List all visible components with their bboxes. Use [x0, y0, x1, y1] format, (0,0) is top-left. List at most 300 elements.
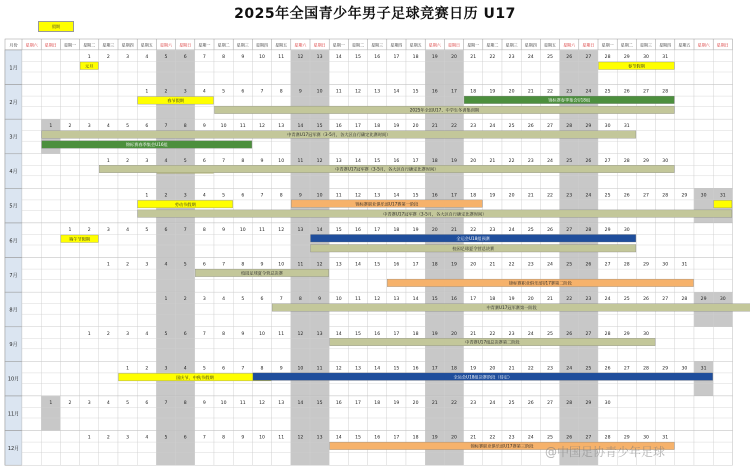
- event-label: 锦标赛春季集会U16组: [125, 142, 168, 148]
- day-number: 5: [126, 401, 130, 406]
- day-number: 2: [87, 228, 91, 233]
- day-number: 6: [222, 366, 226, 372]
- day-number: 27: [604, 262, 611, 268]
- day-number: 28: [623, 262, 630, 268]
- day-number: 28: [604, 55, 611, 60]
- day-column: [22, 396, 41, 431]
- day-column: [713, 119, 732, 154]
- day-column: [41, 431, 60, 466]
- day-column: [713, 154, 732, 189]
- day-number: 7: [164, 401, 168, 406]
- day-number: 21: [431, 124, 438, 130]
- day-number: 1: [126, 366, 130, 372]
- day-number: 28: [566, 401, 573, 406]
- day-number: 22: [470, 228, 477, 233]
- day-number: 12: [297, 435, 304, 441]
- day-number: 18: [412, 55, 419, 60]
- day-number: 21: [451, 228, 457, 233]
- day-column: [617, 396, 636, 431]
- day-column: [118, 85, 137, 120]
- header-weekday: 星期三: [236, 42, 249, 48]
- day-number: 18: [451, 366, 457, 372]
- day-number: 15: [374, 262, 381, 268]
- day-number: 24: [527, 331, 534, 337]
- day-column: [675, 327, 694, 362]
- day-column: [60, 431, 79, 466]
- day-number: 15: [355, 435, 361, 441]
- day-number: 11: [239, 124, 246, 130]
- day-number: 15: [412, 89, 419, 95]
- day-column: [60, 258, 79, 293]
- day-number: 25: [547, 435, 553, 441]
- day-number: 5: [202, 366, 206, 372]
- day-column: [99, 188, 118, 223]
- day-number: 8: [222, 55, 226, 60]
- day-number: 6: [164, 228, 168, 233]
- day-number: 15: [316, 401, 323, 406]
- day-number: 13: [335, 158, 342, 164]
- day-number: 22: [451, 401, 457, 406]
- day-number: 11: [278, 435, 285, 441]
- day-number: 1: [87, 331, 91, 337]
- day-number: 29: [623, 55, 630, 60]
- day-number: 16: [451, 297, 457, 303]
- day-number: 12: [316, 158, 323, 164]
- day-number: 17: [393, 435, 400, 441]
- day-number: 27: [604, 158, 611, 164]
- day-number: 9: [202, 124, 206, 130]
- day-number: 27: [585, 55, 592, 60]
- day-number: 11: [278, 55, 285, 60]
- day-number: 29: [681, 193, 688, 199]
- day-number: 18: [374, 124, 381, 130]
- event-label: 全运会U18组预赛: [456, 235, 490, 241]
- day-number: 5: [164, 331, 168, 337]
- day-column: [80, 85, 99, 120]
- month-label: 9月: [9, 342, 18, 349]
- day-number: 15: [393, 366, 400, 372]
- day-number: 26: [604, 366, 611, 372]
- day-number: 20: [451, 435, 457, 441]
- day-number: 3: [87, 124, 91, 130]
- month-label: 11月: [7, 411, 20, 418]
- header-weekday: 星期一: [601, 42, 614, 48]
- day-number: 10: [278, 158, 285, 164]
- day-number: 23: [508, 435, 515, 441]
- event-label: 元旦: [85, 63, 94, 69]
- day-number: 10: [335, 297, 342, 303]
- day-number: 18: [412, 435, 419, 441]
- day-number: 26: [566, 435, 573, 441]
- header-weekday: 星期一: [64, 42, 76, 48]
- day-number: 22: [451, 124, 457, 130]
- day-number: 17: [355, 124, 361, 130]
- day-number: 20: [470, 262, 477, 268]
- day-number: 3: [164, 366, 168, 372]
- header-weekday: 星期四: [390, 42, 403, 48]
- day-column: [675, 154, 694, 189]
- event-label: 中青赛U17冠军赛（3-5月，各大区自行确定比赛时间）: [383, 211, 487, 217]
- event-label: 锦标赛职业俱乐部U17赛第三阶段: [470, 443, 534, 449]
- day-number: 21: [489, 158, 496, 164]
- day-number: 1: [87, 435, 91, 441]
- day-number: 19: [451, 158, 457, 164]
- day-number: 15: [431, 297, 438, 303]
- day-number: 13: [374, 89, 381, 95]
- day-number: 2: [106, 55, 110, 60]
- day-column: [636, 223, 655, 258]
- header-weekday: 星期二: [83, 42, 96, 48]
- day-number: 25: [508, 401, 515, 406]
- day-number: 23: [527, 262, 534, 268]
- day-number: 5: [164, 55, 168, 60]
- day-column: [99, 361, 118, 396]
- day-number: 1: [145, 193, 149, 199]
- day-number: 24: [566, 366, 573, 372]
- header-weekday: 星期五: [409, 42, 422, 48]
- day-number: 25: [566, 158, 573, 164]
- day-number: 28: [681, 297, 688, 303]
- day-number: 9: [241, 435, 245, 441]
- day-number: 8: [279, 89, 283, 95]
- day-number: 1: [106, 158, 110, 164]
- month-label: 1月: [9, 65, 18, 72]
- day-column: [41, 258, 60, 293]
- day-number: 23: [547, 366, 553, 372]
- day-number: 19: [393, 401, 400, 406]
- day-number: 26: [585, 158, 592, 164]
- day-number: 28: [604, 435, 611, 441]
- day-number: 24: [489, 401, 496, 406]
- event-label: 中青赛U17冠军赛第一阶段: [486, 305, 537, 311]
- day-number: 10: [259, 331, 265, 337]
- day-number: 4: [183, 366, 187, 372]
- day-number: 16: [335, 401, 342, 406]
- day-number: 29: [662, 366, 669, 372]
- event-label: 校园足球夏令营总决赛: [241, 270, 283, 276]
- event-label: 锦标赛春季集会U18组: [548, 97, 591, 103]
- day-number: 10: [259, 55, 265, 60]
- day-number: 13: [393, 297, 400, 303]
- watermark-text: @中国足协青少年足球: [545, 445, 666, 459]
- day-number: 9: [241, 55, 245, 60]
- day-number: 18: [431, 158, 438, 164]
- day-number: 28: [566, 124, 573, 130]
- event-label: 春节假期: [628, 63, 645, 69]
- day-number: 5: [145, 228, 149, 233]
- day-number: 14: [297, 401, 304, 406]
- month-label: 7月: [9, 272, 18, 279]
- day-number: 6: [241, 193, 245, 199]
- day-column: [99, 85, 118, 120]
- day-number: 7: [260, 193, 264, 199]
- day-number: 27: [585, 331, 592, 337]
- day-number: 17: [412, 158, 419, 164]
- day-number: 7: [222, 262, 226, 268]
- day-number: 12: [297, 55, 304, 60]
- day-number: 22: [508, 262, 515, 268]
- day-number: 17: [431, 366, 438, 372]
- day-number: 1: [49, 401, 53, 406]
- day-number: 27: [643, 89, 649, 95]
- day-column: [80, 292, 99, 327]
- header-weekday: 星期日: [44, 42, 57, 48]
- day-column: [22, 292, 41, 327]
- day-number: 11: [335, 193, 342, 199]
- day-number: 5: [164, 435, 168, 441]
- day-number: 24: [585, 193, 592, 199]
- day-number: 23: [527, 158, 534, 164]
- day-column: [60, 292, 79, 327]
- day-number: 5: [222, 89, 226, 95]
- day-number: 17: [470, 297, 477, 303]
- day-number: 24: [489, 124, 496, 130]
- day-number: 9: [241, 331, 245, 337]
- header-weekday: 星期日: [582, 42, 595, 48]
- day-column: [675, 431, 694, 466]
- month-label: 10月: [7, 376, 20, 383]
- header-weekday: 星期五: [678, 42, 691, 48]
- day-number: 7: [183, 228, 187, 233]
- day-number: 17: [451, 89, 457, 95]
- day-number: 19: [431, 55, 438, 60]
- day-number: 9: [298, 89, 302, 95]
- day-number: 21: [527, 193, 534, 199]
- header-weekday: 星期四: [659, 42, 672, 48]
- day-column: [41, 327, 60, 362]
- day-number: 21: [547, 297, 553, 303]
- day-number: 10: [297, 366, 304, 372]
- day-number: 13: [316, 331, 323, 337]
- day-column: [60, 361, 79, 396]
- day-number: 26: [566, 55, 573, 60]
- month-label: 12月: [7, 445, 20, 452]
- event-label: 端午节假期: [69, 236, 91, 242]
- day-number: 27: [547, 124, 553, 130]
- day-column: [713, 431, 732, 466]
- day-number: 30: [719, 297, 726, 303]
- month-label: 4月: [9, 169, 18, 176]
- day-number: 27: [585, 435, 592, 441]
- day-column: [80, 361, 99, 396]
- day-number: 11: [297, 262, 304, 268]
- header-weekday: 星期二: [620, 42, 633, 48]
- day-number: 21: [508, 366, 515, 372]
- day-column: [713, 258, 732, 293]
- day-column: [22, 431, 41, 466]
- day-number: 14: [297, 124, 304, 130]
- day-number: 6: [145, 401, 149, 406]
- day-number: 20: [527, 297, 534, 303]
- day-number: 13: [297, 228, 304, 233]
- day-number: 22: [527, 366, 534, 372]
- day-number: 19: [412, 228, 419, 233]
- day-number: 25: [547, 55, 553, 60]
- day-column: [636, 396, 655, 431]
- day-number: 14: [316, 228, 323, 233]
- day-number: 20: [489, 366, 496, 372]
- header-weekday: 星期五: [275, 42, 288, 48]
- day-number: 30: [681, 366, 688, 372]
- day-number: 1: [145, 89, 149, 95]
- day-number: 28: [623, 158, 630, 164]
- day-number: 4: [145, 55, 149, 60]
- day-number: 26: [527, 124, 534, 130]
- day-number: 18: [489, 297, 496, 303]
- month-label: 5月: [9, 203, 18, 210]
- day-number: 18: [470, 193, 477, 199]
- day-number: 10: [259, 435, 265, 441]
- day-column: [675, 85, 694, 120]
- day-number: 11: [239, 401, 246, 406]
- day-number: 31: [623, 124, 630, 130]
- day-number: 4: [145, 435, 149, 441]
- day-number: 3: [183, 89, 187, 95]
- day-number: 21: [527, 89, 534, 95]
- header-weekday: 星期五: [140, 42, 153, 48]
- day-column: [694, 85, 713, 120]
- day-number: 13: [335, 262, 342, 268]
- day-number: 11: [278, 331, 285, 337]
- day-number: 2: [164, 89, 168, 95]
- day-number: 27: [643, 193, 649, 199]
- day-number: 17: [374, 228, 381, 233]
- day-number: 8: [202, 228, 206, 233]
- day-number: 24: [527, 435, 534, 441]
- event-label: 国庆节、中秋节假期: [175, 374, 214, 380]
- day-number: 9: [279, 366, 283, 372]
- day-number: 12: [335, 366, 342, 372]
- header-weekday: 星期三: [640, 42, 652, 48]
- day-number: 25: [623, 297, 630, 303]
- header-weekday: 星期六: [294, 42, 307, 48]
- header-weekday: 星期四: [256, 42, 268, 48]
- day-number: 4: [106, 124, 110, 130]
- day-number: 2: [126, 262, 130, 268]
- day-column: [99, 292, 118, 327]
- day-number: 28: [662, 89, 669, 95]
- header-weekday: 星期六: [563, 42, 576, 48]
- day-number: 18: [412, 331, 419, 337]
- day-number: 20: [508, 89, 515, 95]
- day-number: 13: [374, 193, 381, 199]
- day-number: 25: [604, 89, 611, 95]
- day-column: [22, 50, 41, 85]
- day-number: 21: [470, 331, 477, 337]
- day-number: 4: [145, 331, 149, 337]
- day-number: 19: [393, 124, 400, 130]
- day-number: 3: [87, 401, 91, 406]
- day-number: 23: [508, 55, 515, 60]
- day-number: 13: [316, 435, 323, 441]
- day-column: [41, 292, 60, 327]
- day-number: 30: [643, 331, 649, 337]
- day-number: 9: [260, 262, 264, 268]
- day-number: 29: [623, 331, 630, 337]
- day-number: 19: [508, 297, 515, 303]
- day-number: 16: [374, 331, 381, 337]
- day-number: 6: [183, 55, 187, 60]
- header-weekday: 星期日: [179, 42, 192, 48]
- header-weekday: 星期六: [697, 42, 710, 48]
- day-number: 31: [681, 262, 688, 268]
- day-number: 12: [316, 262, 323, 268]
- day-number: 8: [298, 297, 302, 303]
- day-column: [656, 327, 675, 362]
- day-column: [694, 396, 713, 431]
- day-number: 16: [335, 124, 342, 130]
- day-number: 24: [585, 89, 592, 95]
- header-weekday: 星期一: [332, 42, 345, 48]
- day-number: 19: [431, 331, 438, 337]
- day-number: 27: [566, 228, 573, 233]
- day-column: [713, 361, 732, 396]
- day-column: [80, 188, 99, 223]
- day-number: 5: [126, 124, 130, 130]
- day-number: 8: [279, 193, 283, 199]
- day-number: 6: [260, 297, 264, 303]
- day-number: 10: [220, 124, 227, 130]
- day-number: 4: [164, 262, 168, 268]
- day-column: [80, 154, 99, 189]
- header-weekday: 星期日: [313, 42, 326, 48]
- day-number: 2: [126, 158, 130, 164]
- day-number: 17: [451, 193, 457, 199]
- day-column: [60, 327, 79, 362]
- header-weekday: 星期五: [544, 42, 556, 48]
- header-weekday: 星期六: [428, 42, 441, 48]
- day-column: [636, 119, 655, 154]
- day-number: 29: [700, 297, 707, 303]
- day-number: 21: [470, 435, 477, 441]
- day-number: 7: [241, 366, 245, 372]
- header-weekday: 星期二: [486, 42, 499, 48]
- day-number: 12: [278, 228, 285, 233]
- day-number: 24: [508, 228, 515, 233]
- event-label: 劳动节假期: [174, 201, 196, 207]
- day-number: 27: [623, 366, 630, 372]
- day-number: 2: [68, 124, 72, 130]
- day-number: 7: [260, 89, 264, 95]
- day-number: 12: [259, 124, 265, 130]
- day-column: [41, 188, 60, 223]
- day-number: 10: [278, 262, 285, 268]
- day-number: 17: [355, 401, 361, 406]
- day-column: [713, 85, 732, 120]
- day-number: 25: [547, 331, 553, 337]
- event-label: 锦标赛职业俱乐部U17赛第二阶段: [508, 280, 572, 286]
- day-number: 8: [183, 124, 187, 130]
- day-number: 26: [585, 262, 592, 268]
- day-number: 19: [489, 193, 496, 199]
- day-number: 4: [222, 297, 226, 303]
- day-number: 10: [316, 193, 323, 199]
- day-number: 3: [145, 158, 149, 164]
- header-month-label: 月份: [9, 42, 18, 48]
- event-label: 校园足球夏令营总决赛: [452, 245, 495, 251]
- day-number: 6: [241, 89, 245, 95]
- day-number: 21: [489, 262, 496, 268]
- day-number: 30: [662, 262, 669, 268]
- day-number: 28: [604, 331, 611, 337]
- day-number: 15: [316, 124, 323, 130]
- day-number: 30: [604, 401, 611, 406]
- day-number: 26: [623, 193, 630, 199]
- day-column: [41, 223, 60, 258]
- day-number: 22: [489, 331, 496, 337]
- day-number: 22: [489, 435, 496, 441]
- day-number: 29: [643, 158, 649, 164]
